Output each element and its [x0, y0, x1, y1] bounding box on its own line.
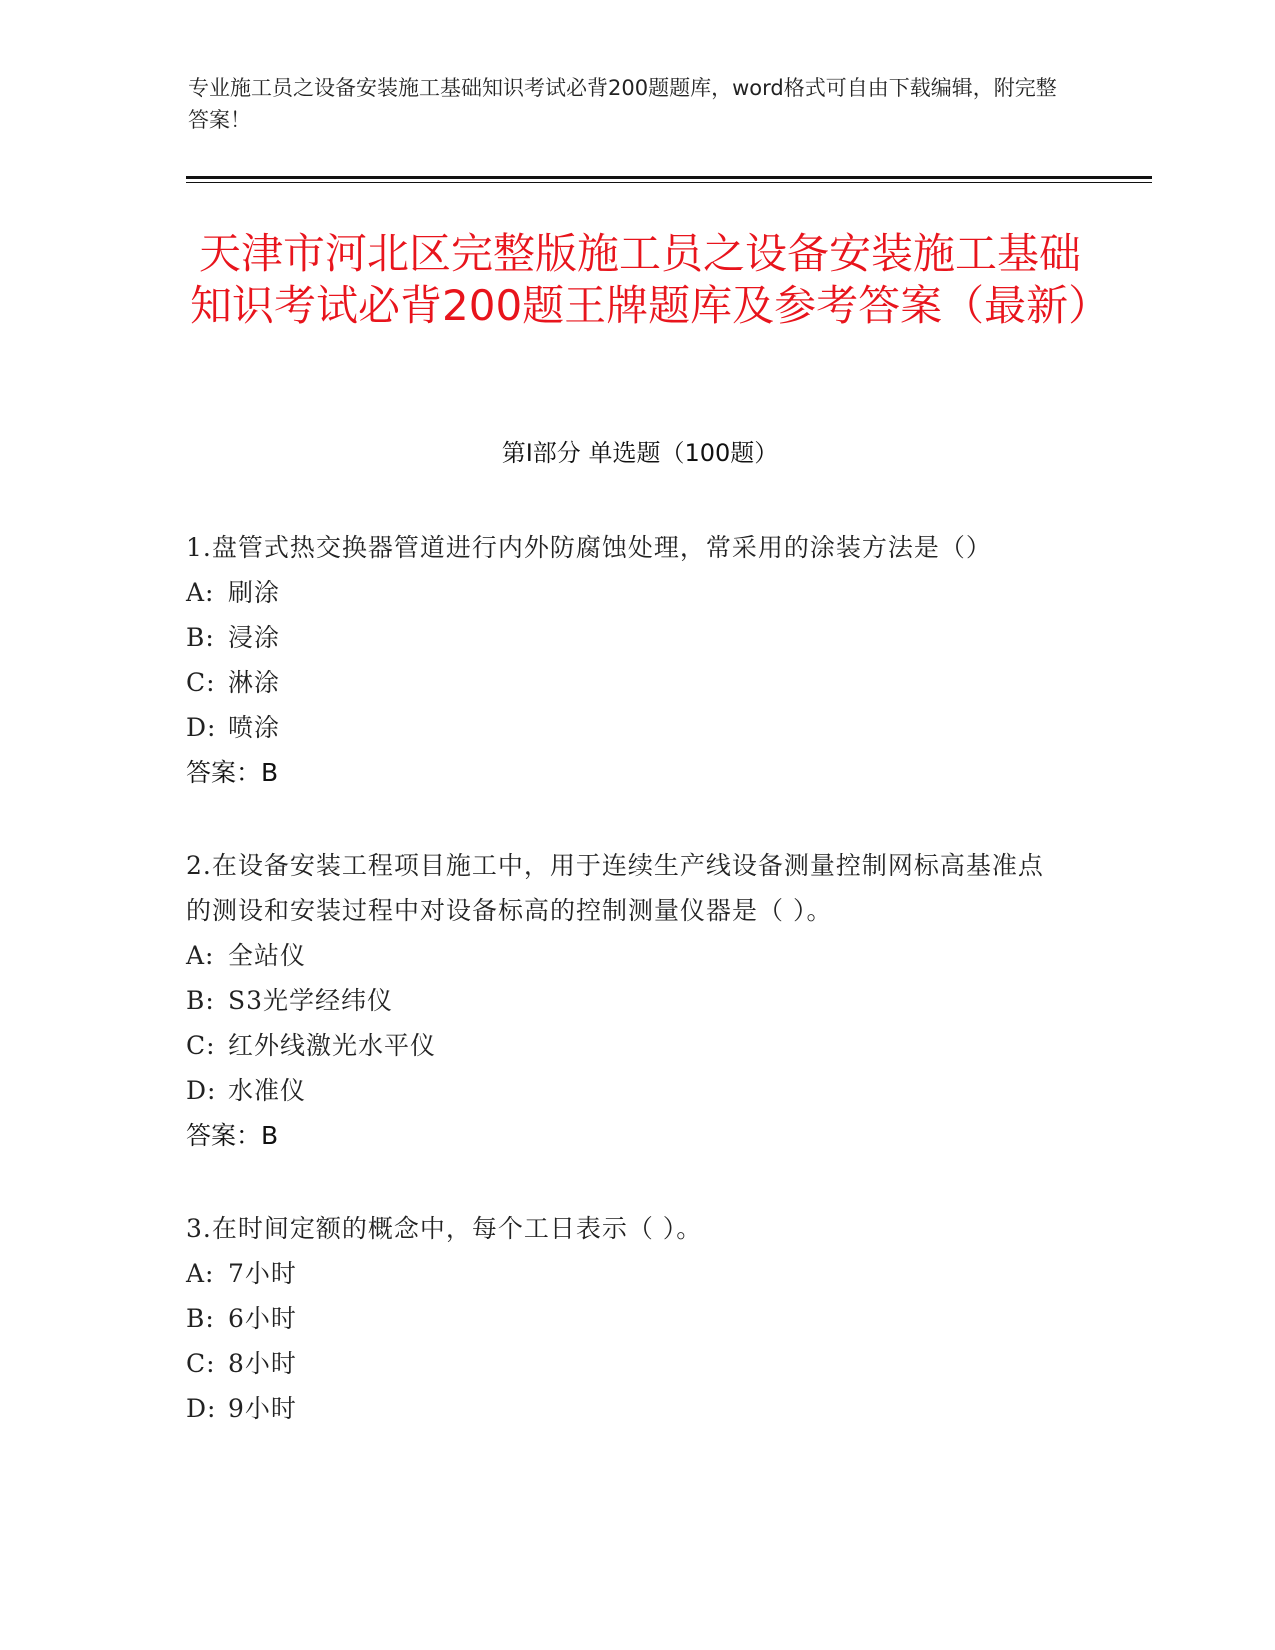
answer-label: 答案： [186, 758, 262, 787]
answer-line [186, 750, 1066, 795]
question-list [186, 525, 1066, 1479]
option-key: D: [186, 1394, 217, 1423]
section-title: 第I部分 单选题（100题） [501, 439, 779, 467]
answer-label: 答案： [186, 1121, 262, 1150]
option-a [186, 1251, 1066, 1296]
option-key: C: [186, 1349, 216, 1378]
answer-line [186, 1113, 1066, 1158]
option-text: 淋涂 [228, 668, 281, 697]
option-c [186, 1023, 1066, 1068]
option-text: 6小时 [228, 1304, 297, 1333]
option-key: D: [186, 1076, 217, 1105]
option-key: B: [186, 623, 215, 652]
option-text: 8小时 [228, 1349, 297, 1378]
option-key: B: [186, 1304, 215, 1333]
option-text: 全站仪 [228, 941, 307, 970]
option-a [186, 570, 1066, 615]
header-note: 专业施工员之设备安装施工基础知识考试必背200题题库，word格式可自由下载编辑，附完整答案！ [188, 76, 1057, 132]
option-key: C: [186, 1031, 216, 1060]
option-d [186, 705, 1066, 750]
option-text: S3光学经纬仪 [228, 986, 394, 1015]
option-text: 水准仪 [228, 1076, 307, 1105]
option-key: D: [186, 713, 217, 742]
option-a [186, 933, 1066, 978]
option-d [186, 1386, 1066, 1431]
question-2 [186, 843, 1066, 1158]
header-rule-thin [186, 182, 1152, 183]
option-text: 9小时 [228, 1394, 297, 1423]
option-key: C: [186, 668, 216, 697]
answer-value: B [261, 1121, 279, 1150]
option-text: 喷涂 [228, 713, 281, 742]
question-text: 2.在设备安装工程项目施工中，用于连续生产线设备测量控制网标高基准点的测设和安装过程中对设备标高的控制测量仪器是（ ）。 [186, 851, 1044, 925]
option-c [186, 660, 1066, 705]
option-b [186, 615, 1066, 660]
option-c [186, 1341, 1066, 1386]
document-title: 天津市河北区完整版施工员之设备安装施工基础知识考试必背200题王牌题库及参考答案（最新） [190, 229, 1111, 330]
option-text: 刷涂 [228, 578, 281, 607]
answer-value: B [261, 758, 279, 787]
option-key: A: [186, 578, 215, 607]
option-text: 7小时 [228, 1259, 297, 1288]
option-text: 红外线激光水平仪 [228, 1031, 437, 1060]
option-text: 浸涂 [228, 623, 281, 652]
question-text: 3.在时间定额的概念中，每个工日表示（ ）。 [186, 1214, 703, 1243]
header-rule-thick [186, 176, 1152, 179]
option-b [186, 978, 1066, 1023]
option-d [186, 1068, 1066, 1113]
question-3 [186, 1206, 1066, 1431]
option-key: B: [186, 986, 215, 1015]
option-key: A: [186, 941, 215, 970]
question-text: 1.盘管式热交换器管道进行内外防腐蚀处理，常采用的涂装方法是（） [186, 533, 992, 562]
option-key: A: [186, 1259, 215, 1288]
question-1 [186, 525, 1066, 795]
option-b [186, 1296, 1066, 1341]
